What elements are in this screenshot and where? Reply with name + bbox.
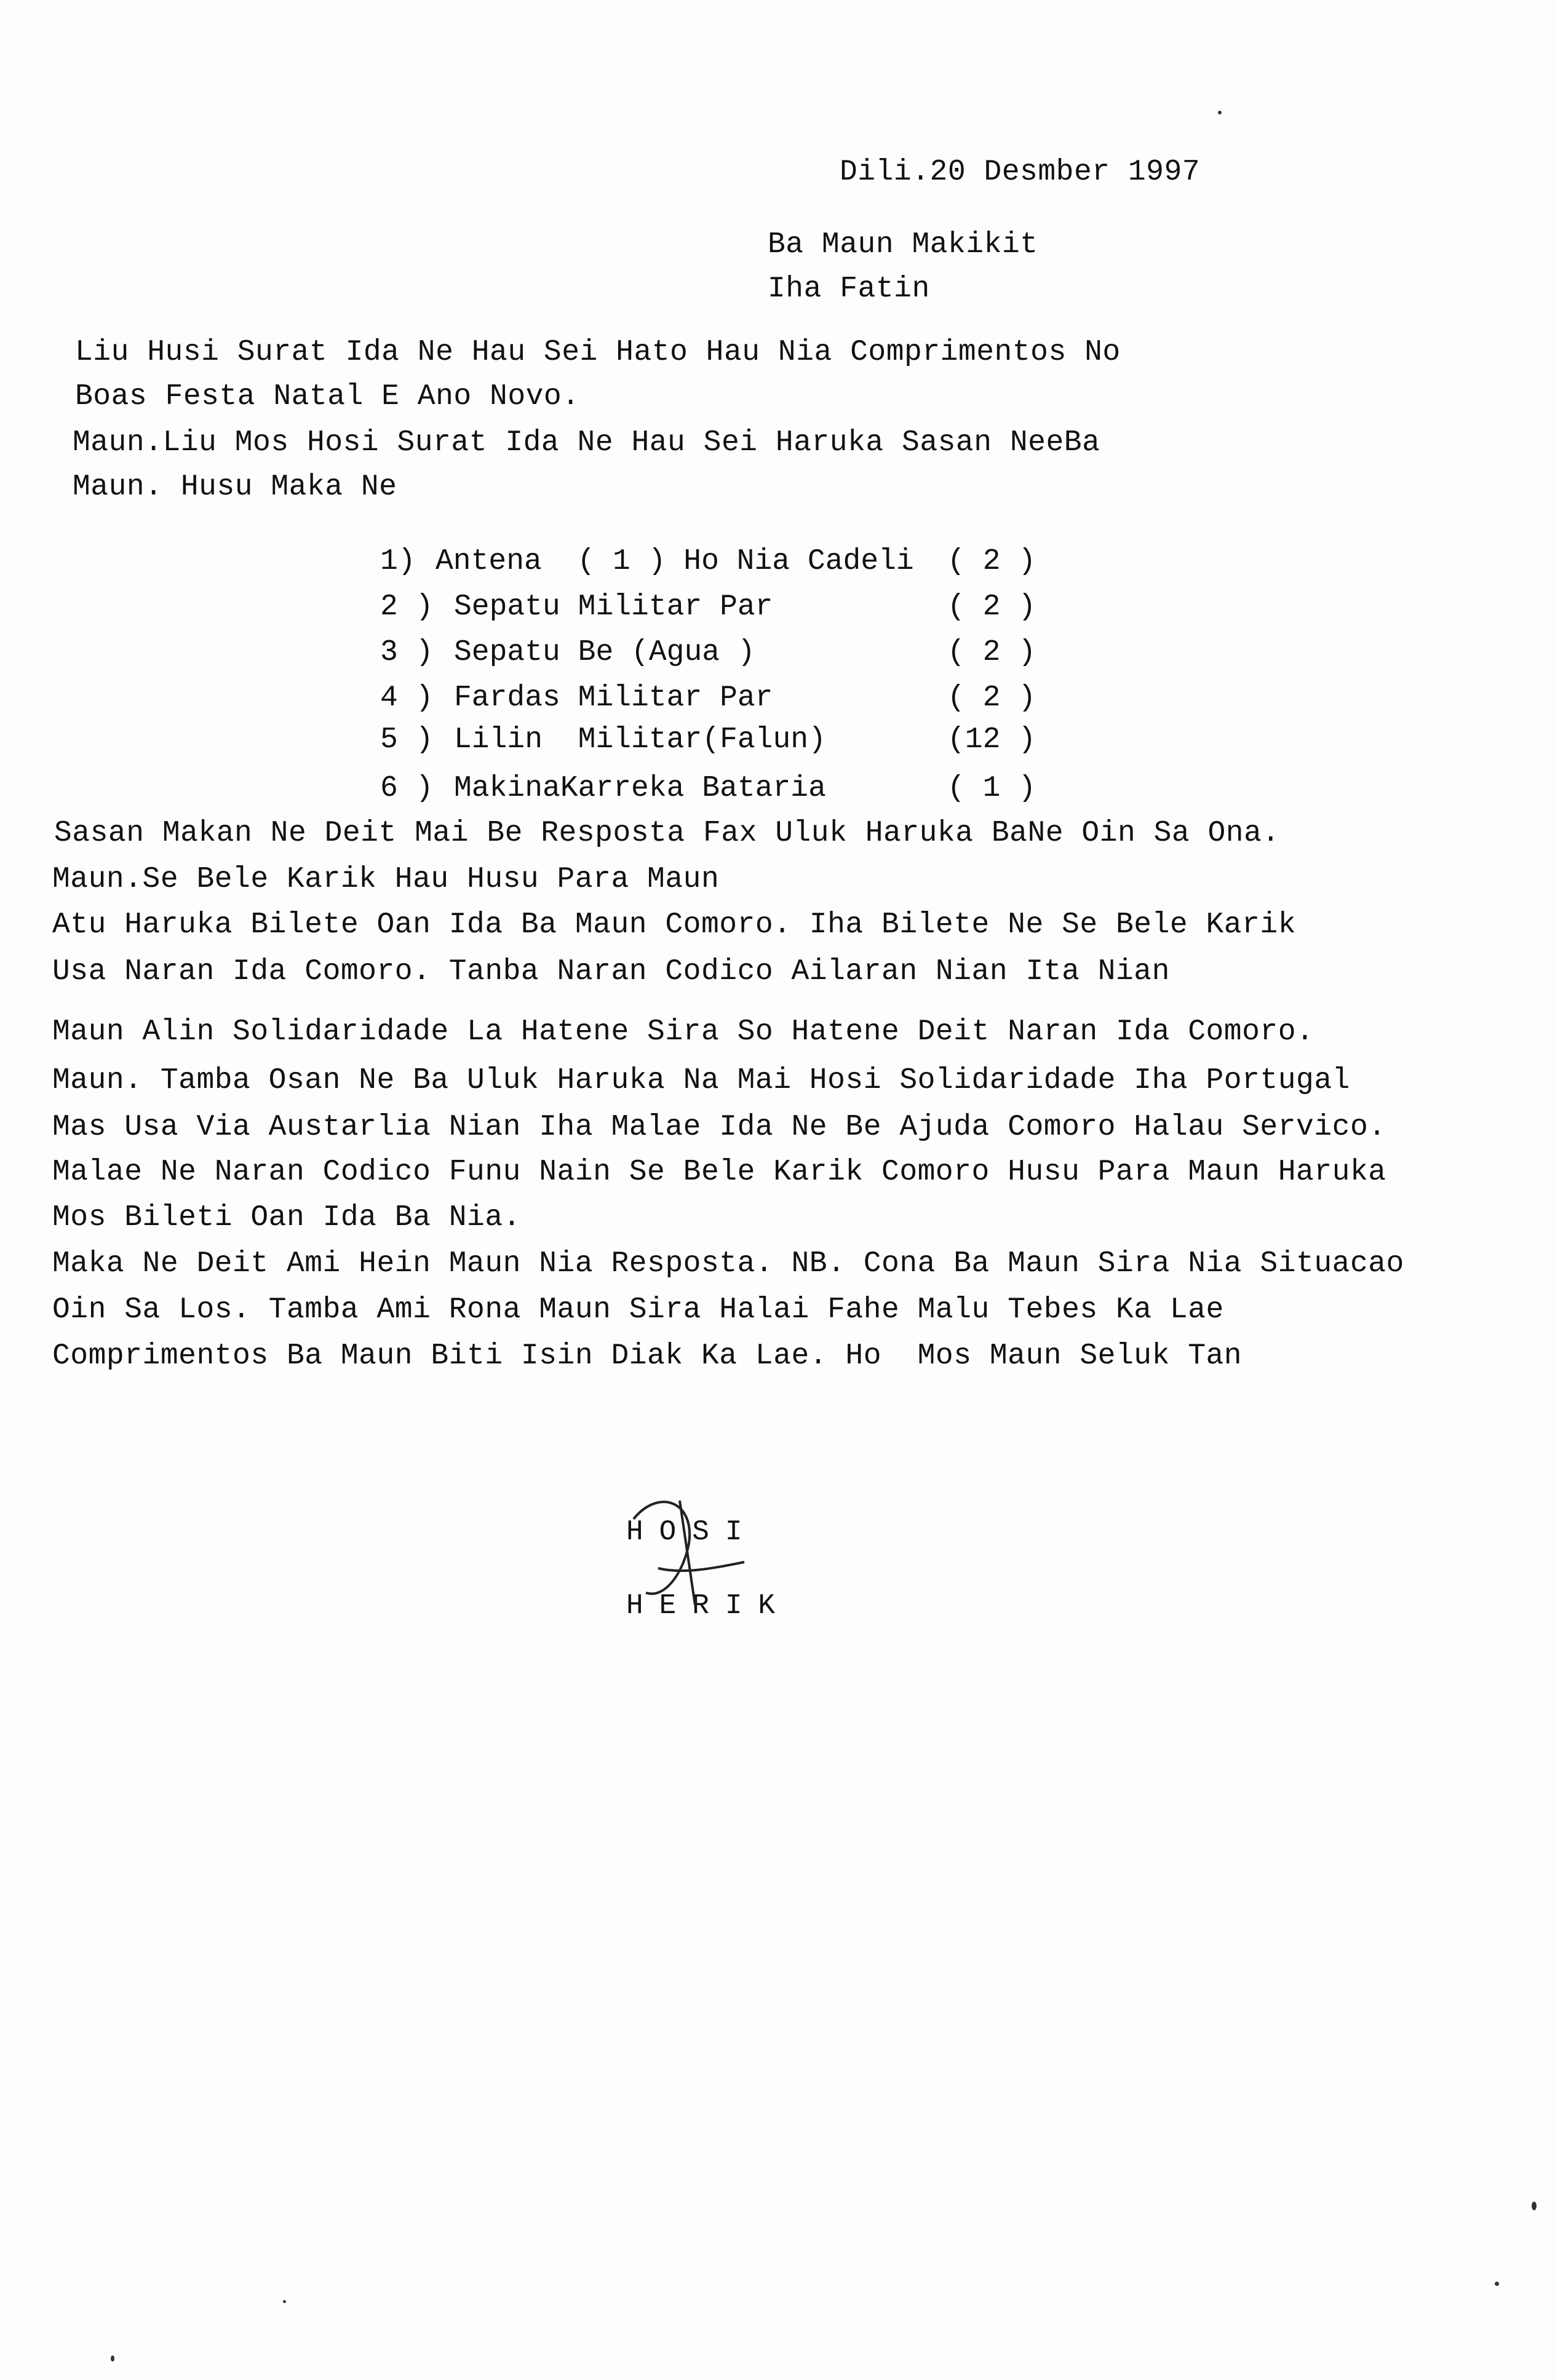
- letter-date: Dili.20 Desmber 1997: [840, 156, 1201, 189]
- signature-top-text: HOSI: [626, 1516, 758, 1548]
- body-p2-line-4: Malae Ne Naran Codico Funu Nain Se Bele Karik Comoro Husu Para Maun Haruka: [52, 1156, 1386, 1189]
- item-number: 1): [380, 545, 416, 578]
- body-p1-line-4: Usa Naran Ida Comoro. Tanba Naran Codico Ailaran Nian Ita Nian: [52, 955, 1170, 988]
- body-p1-line-1: Sasan Makan Ne Deit Mai Be Resposta Fax Uluk Haruka BaNe Oin Sa Ona.: [54, 817, 1280, 850]
- item-description: Lilin Militar(Falun): [454, 723, 826, 756]
- item-description: Sepatu Militar Par: [454, 590, 773, 624]
- scan-speck: [283, 2300, 286, 2303]
- item-number: 2 ): [380, 590, 434, 624]
- body-p2-line-3: Mas Usa Via Austarlia Nian Iha Malae Ida Ne Be Ajuda Comoro Halau Servico.: [52, 1111, 1386, 1144]
- body-p3-line-1: Maka Ne Deit Ami Hein Maun Nia Resposta. NB. Cona Ba Maun Sira Nia Situacao: [52, 1247, 1404, 1280]
- item-description: Sepatu Be (Agua ): [454, 636, 755, 669]
- body-p2-line-2: Maun. Tamba Osan Ne Ba Uluk Haruka Na Mai Hosi Solidaridade Iha Portugal: [52, 1064, 1350, 1097]
- item-description: MakinaKarreka Bataria: [454, 772, 826, 805]
- item-number: 4 ): [380, 681, 434, 715]
- signature-scribble-icon: [621, 1476, 757, 1611]
- greeting-line-1: Ba Maun Makikit: [768, 228, 1038, 261]
- item-description: Fardas Militar Par: [454, 681, 773, 715]
- body-p1-line-2: Maun.Se Bele Karik Hau Husu Para Maun: [52, 863, 720, 896]
- item-number: 5 ): [380, 723, 434, 756]
- item-quantity: ( 2 ): [947, 590, 1036, 624]
- intro-line-3: Maun.Liu Mos Hosi Surat Ida Ne Hau Sei Haruka Sasan NeeBa: [73, 426, 1100, 459]
- greeting-line-2: Iha Fatin: [768, 272, 930, 306]
- intro-line-2: Boas Festa Natal E Ano Novo.: [75, 380, 580, 413]
- body-p3-line-2: Oin Sa Los. Tamba Ami Rona Maun Sira Halai Fahe Malu Tebes Ka Lae: [52, 1293, 1224, 1327]
- scan-speck: [111, 2355, 114, 2362]
- body-p2-line-1: Maun Alin Solidaridade La Hatene Sira So Hatene Deit Naran Ida Comoro.: [52, 1015, 1314, 1049]
- scan-speck: [1532, 2202, 1537, 2210]
- item-quantity: ( 1 ): [947, 772, 1036, 805]
- body-p1-line-3: Atu Haruka Bilete Oan Ida Ba Maun Comoro. Iha Bilete Ne Se Bele Karik: [52, 908, 1297, 942]
- item-description: Antena ( 1 ) Ho Nia Cadeli: [435, 545, 914, 578]
- body-p2-line-5: Mos Bileti Oan Ida Ba Nia.: [52, 1201, 521, 1234]
- item-number: 6 ): [380, 772, 434, 805]
- item-quantity: ( 2 ): [947, 681, 1036, 715]
- body-p3-line-3: Comprimentos Ba Maun Biti Isin Diak Ka Lae. Ho Mos Maun Seluk Tan: [52, 1339, 1243, 1373]
- signature-bottom-text: HERIK: [626, 1590, 792, 1622]
- item-quantity: (12 ): [947, 723, 1036, 756]
- scan-speck: [1495, 2282, 1499, 2286]
- item-quantity: ( 2 ): [947, 636, 1036, 669]
- item-number: 3 ): [380, 636, 434, 669]
- item-quantity: ( 2 ): [947, 545, 1036, 578]
- scan-speck: [1218, 111, 1222, 114]
- intro-line-1: Liu Husi Surat Ida Ne Hau Sei Hato Hau Nia Comprimentos No: [75, 336, 1121, 369]
- intro-line-4: Maun. Husu Maka Ne: [73, 470, 397, 504]
